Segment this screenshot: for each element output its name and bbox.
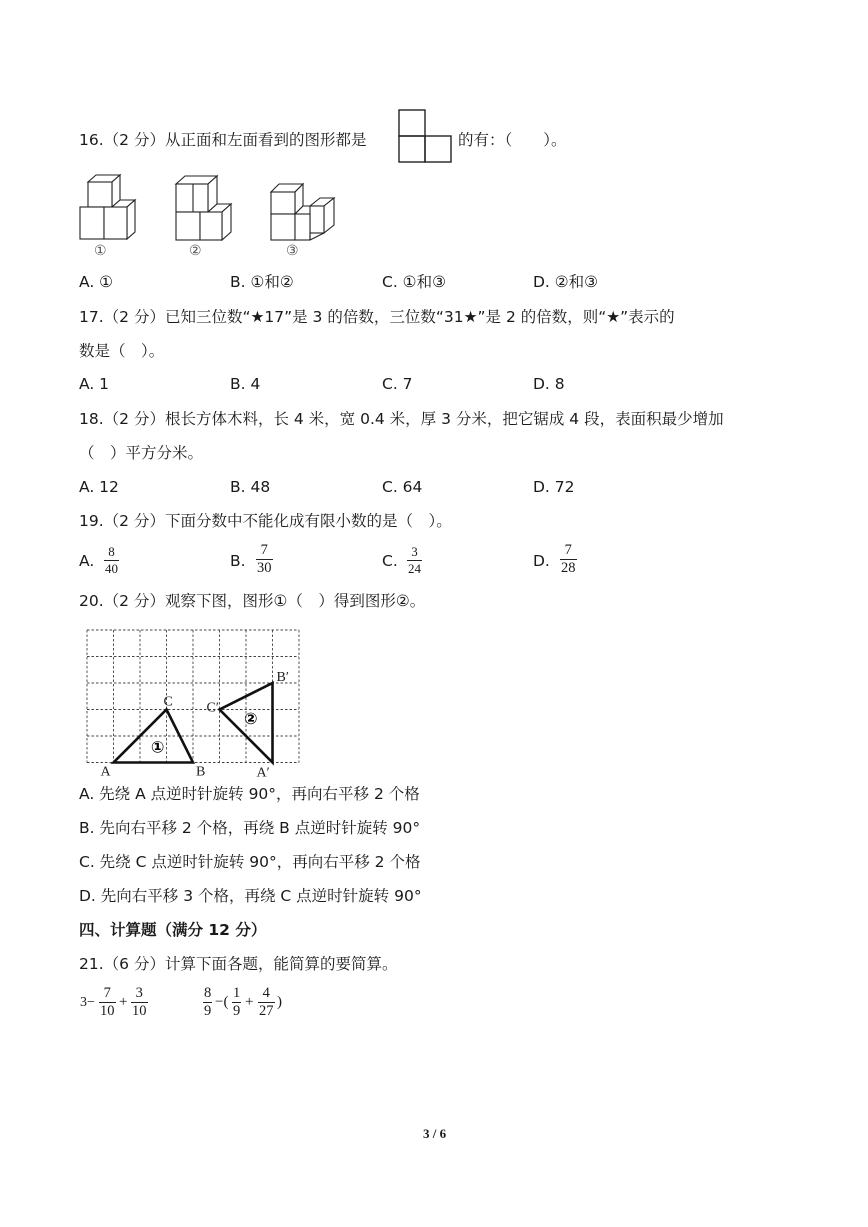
- q19-option-fraction: $\frac{3}{24}$: [408, 544, 421, 576]
- expr2-fraction-1: $\frac{8}{9}$: [204, 985, 212, 1020]
- q21-stem: 21.（6 分）计算下面各题，能简算的要简算。: [79, 955, 398, 973]
- q17-option-d[interactable]: D. 8: [533, 375, 565, 393]
- q16-figure-label-1: ①: [94, 244, 107, 259]
- point-label: A′: [256, 765, 270, 781]
- page-number: 3 / 6: [423, 1126, 447, 1141]
- expr2-fraction-3: $\frac{4}{27}$: [259, 985, 274, 1020]
- point-label: A: [100, 764, 111, 780]
- expr1-lead: 3−: [80, 995, 95, 1010]
- q16-cube-figure-2: [173, 174, 243, 246]
- q18-option-b[interactable]: B. 48: [230, 478, 271, 496]
- q19-option-fraction: $\frac{7}{28}$: [561, 542, 576, 577]
- q18-stem-line2: （ ）平方分米。: [79, 444, 204, 462]
- q16-stem-after: 的有：（ ）。: [458, 131, 567, 149]
- triangle-1-label: ①: [150, 737, 165, 757]
- expr1-operator: +: [119, 994, 128, 1010]
- q17-stem-line2: 数是（ ）。: [79, 342, 165, 360]
- q16-option-a[interactable]: A. ①: [79, 273, 114, 291]
- q19-option-fraction: $\frac{7}{30}$: [257, 542, 272, 577]
- expr2-operator-1: −(: [215, 994, 229, 1010]
- q18-option-a[interactable]: A. 12: [79, 478, 119, 496]
- grid-lines: [87, 630, 299, 763]
- point-label: B: [196, 764, 206, 780]
- section-heading: 四、计算题（满分 12 分）: [79, 921, 267, 939]
- q19-option-letter: A.: [79, 552, 95, 570]
- q20-option-c[interactable]: C. 先绕 C 点逆时针旋转 90°，再向右平移 2 个格: [79, 853, 421, 871]
- q16-figure-label-3: ③: [286, 244, 299, 259]
- q18-stem-line1: 18.（2 分）根长方体木料，长 4 米，宽 0.4 米，厚 3 分米，把它锯成 4 段，表面积最少增加: [79, 410, 724, 428]
- point-label: B′: [276, 670, 289, 685]
- q19-option-fraction: $\frac{8}{40}$: [105, 544, 118, 576]
- q19-option-letter: B.: [230, 552, 246, 570]
- q16-view-shape: [398, 109, 454, 165]
- q20-option-d[interactable]: D. 先向右平移 3 个格，再绕 C 点逆时针旋转 90°: [79, 887, 422, 905]
- expr1-fraction-1: $\frac{7}{10}$: [100, 985, 115, 1020]
- q19-option-letter: D.: [533, 552, 550, 570]
- expr2-fraction-2: $\frac{1}{9}$: [233, 985, 241, 1020]
- point-label: C′: [206, 700, 219, 716]
- q19-option-letter: C.: [382, 552, 398, 570]
- triangle-2-label: ②: [244, 708, 258, 728]
- q17-option-c[interactable]: C. 7: [382, 375, 413, 393]
- q16-cube-figure-1: [78, 174, 148, 246]
- q16-figure-label-2: ②: [189, 244, 202, 259]
- q16-option-d[interactable]: D. ②和③: [533, 273, 599, 291]
- q16-option-c[interactable]: C. ①和③: [382, 273, 446, 291]
- q20-option-b[interactable]: B. 先向右平移 2 个格，再绕 B 点逆时针旋转 90°: [79, 819, 421, 837]
- expr1-fraction-2: $\frac{3}{10}$: [132, 985, 147, 1020]
- q16-cube-figure-3: [268, 183, 340, 255]
- q19-stem: 19.（2 分）下面分数中不能化成有限小数的是（ ）。: [79, 512, 452, 530]
- q18-option-d[interactable]: D. 72: [533, 478, 575, 496]
- q20-option-a[interactable]: A. 先绕 A 点逆时针旋转 90°，再向右平移 2 个格: [79, 785, 420, 803]
- q17-option-b[interactable]: B. 4: [230, 375, 261, 393]
- expr2-operator-2: +: [245, 994, 254, 1010]
- q20-grid-figure: [80, 624, 310, 781]
- q16-option-b[interactable]: B. ①和②: [230, 273, 294, 291]
- q16-stem-before: 16.（2 分）从正面和左面看到的图形都是: [79, 131, 367, 149]
- expr2-close-paren: ): [277, 994, 282, 1010]
- q17-stem-line1: 17.（2 分）已知三位数“★17”是 3 的倍数，三位数“31★”是 2 的倍数，则“★”表示的: [79, 308, 675, 326]
- q17-option-a[interactable]: A. 1: [79, 375, 110, 393]
- q20-stem: 20.（2 分）观察下图，图形①（ ）得到图形②。: [79, 592, 426, 610]
- q18-option-c[interactable]: C. 64: [382, 478, 423, 496]
- point-label: C: [163, 694, 173, 710]
